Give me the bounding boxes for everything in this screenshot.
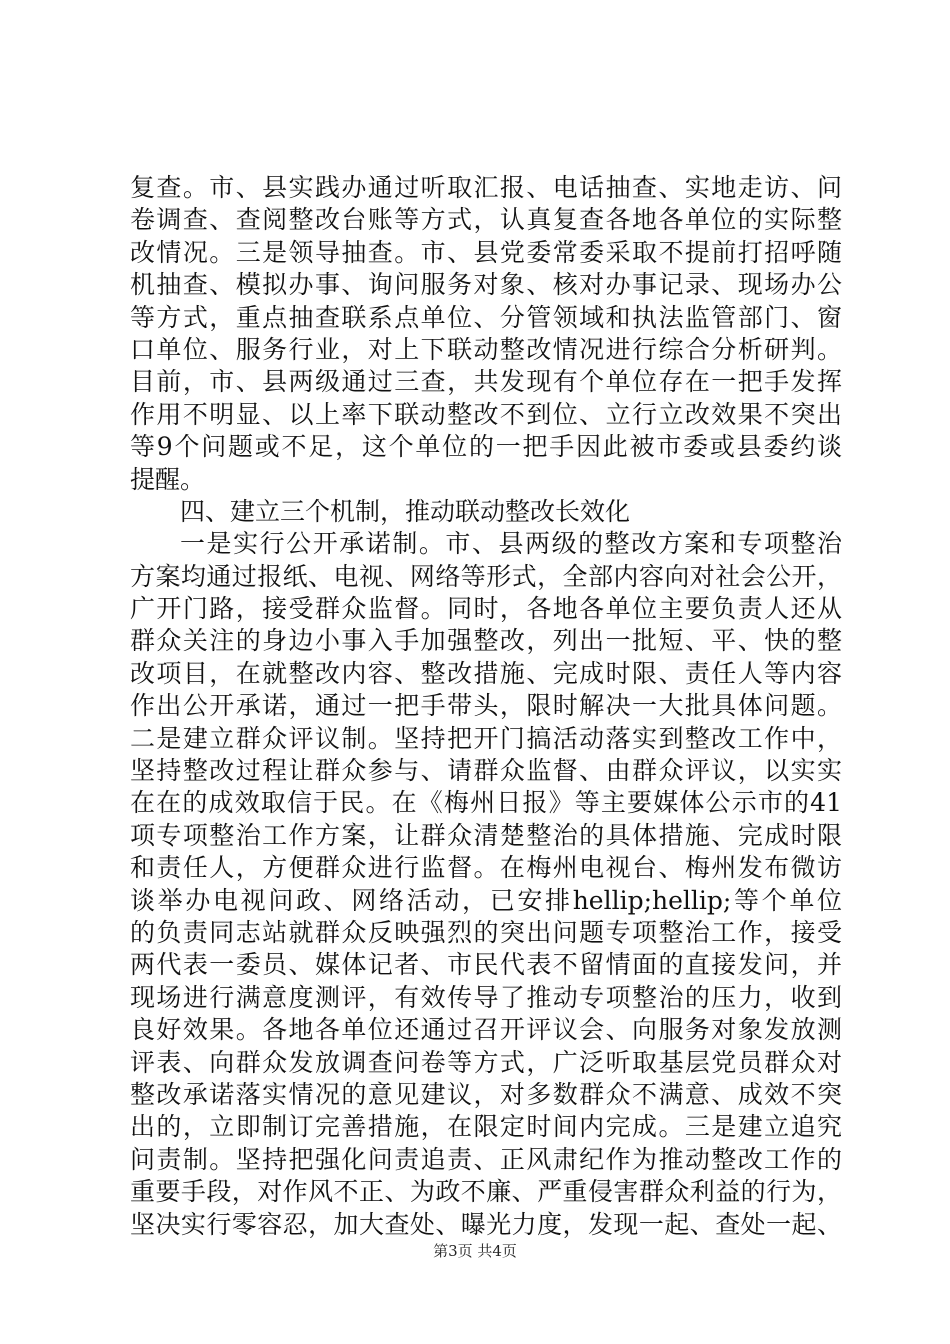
text-line: 卷调查、查阅整改台账等方式，认真复查各地各单位的实际整 <box>130 205 842 235</box>
page-number: 第3页 共4页 <box>433 1242 517 1260</box>
text-line: 良好效果。各地各单位还通过召开评议会、向服务对象发放测 <box>130 1015 842 1045</box>
text-line: 现场进行满意度测评，有效传导了推动专项整治的压力，收到 <box>130 982 842 1012</box>
text-line: 坚持整改过程让群众参与、请群众监督、由群众评议，以实实 <box>130 756 842 786</box>
text-line: 评表、向群众发放调查问卷等方式，广泛听取基层党员群众对 <box>130 1047 842 1077</box>
text-line: 等方式，重点抽查联系点单位、分管领域和执法监管部门、窗 <box>130 302 842 332</box>
text-line: 坚决实行零容忍，加大查处、曝光力度，发现一起、查处一起、 <box>130 1209 842 1239</box>
text-line: 群众关注的身边小事入手加强整改，列出一批短、平、快的整 <box>130 626 842 656</box>
text-line: 出的，立即制订完善措施，在限定时间内完成。三是建立追究 <box>130 1112 842 1142</box>
text-line: 的负责同志站就群众反映强烈的突出问题专项整治工作，接受 <box>130 917 842 947</box>
text-line: 整改承诺落实情况的意见建议，对多数群众不满意、成效不突 <box>130 1079 842 1109</box>
text-line: 二是建立群众评议制。坚持把开门搞活动落实到整改工作中， <box>130 723 842 753</box>
text-line: 在在的成效取信于民。在《梅州日报》等主要媒体公示市的41 <box>130 788 842 818</box>
text-line: 和责任人，方便群众进行监督。在梅州电视台、梅州发布微访 <box>130 853 842 883</box>
section-heading: 四、建立三个机制，推动联动整改长效化 <box>180 496 631 526</box>
text-line: 方案均通过报纸、电视、网络等形式，全部内容向对社会公开， <box>130 561 842 591</box>
text-line: 改项目，在就整改内容、整改措施、完成时限、责任人等内容 <box>130 658 842 688</box>
text-line: 目前，市、县两级通过三查，共发现有个单位存在一把手发挥 <box>130 367 842 397</box>
text-line: 口单位、服务行业，对上下联动整改情况进行综合分析研判。 <box>130 334 842 364</box>
text-line: 项专项整治工作方案，让群众清楚整治的具体措施、完成时限 <box>130 820 842 850</box>
text-line: 作用不明显、以上率下联动整改不到位、立行立改效果不突出 <box>130 399 842 429</box>
text-line: 等9个问题或不足，这个单位的一把手因此被市委或县委约谈 <box>130 432 842 462</box>
text-line: 两代表一委员、媒体记者、市民代表不留情面的直接发问，并 <box>130 950 842 980</box>
text-line: 提醒。 <box>130 464 206 494</box>
text-line: 改情况。三是领导抽查。市、县党委常委采取不提前打招呼随 <box>130 237 842 267</box>
text-line: 一是实行公开承诺制。市、县两级的整改方案和专项整治 <box>180 529 842 559</box>
text-line: 重要手段，对作风不正、为政不廉、严重侵害群众利益的行为， <box>130 1177 842 1207</box>
text-line: 谈举办电视问政、网络活动，已安排hellip;hellip;等个单位 <box>130 885 842 915</box>
document-body <box>130 172 842 1241</box>
text-line: 机抽查、模拟办事、询问服务对象、核对办事记录、现场办公 <box>130 270 842 300</box>
text-line: 问责制。坚持把强化问责追责、正风肃纪作为推动整改工作的 <box>130 1144 842 1174</box>
text-line: 作出公开承诺，通过一把手带头，限时解决一大批具体问题。 <box>130 691 842 721</box>
text-line: 复查。市、县实践办通过听取汇报、电话抽查、实地走访、问 <box>130 173 842 202</box>
text-line: 广开门路，接受群众监督。同时，各地各单位主要负责人还从 <box>130 594 842 624</box>
